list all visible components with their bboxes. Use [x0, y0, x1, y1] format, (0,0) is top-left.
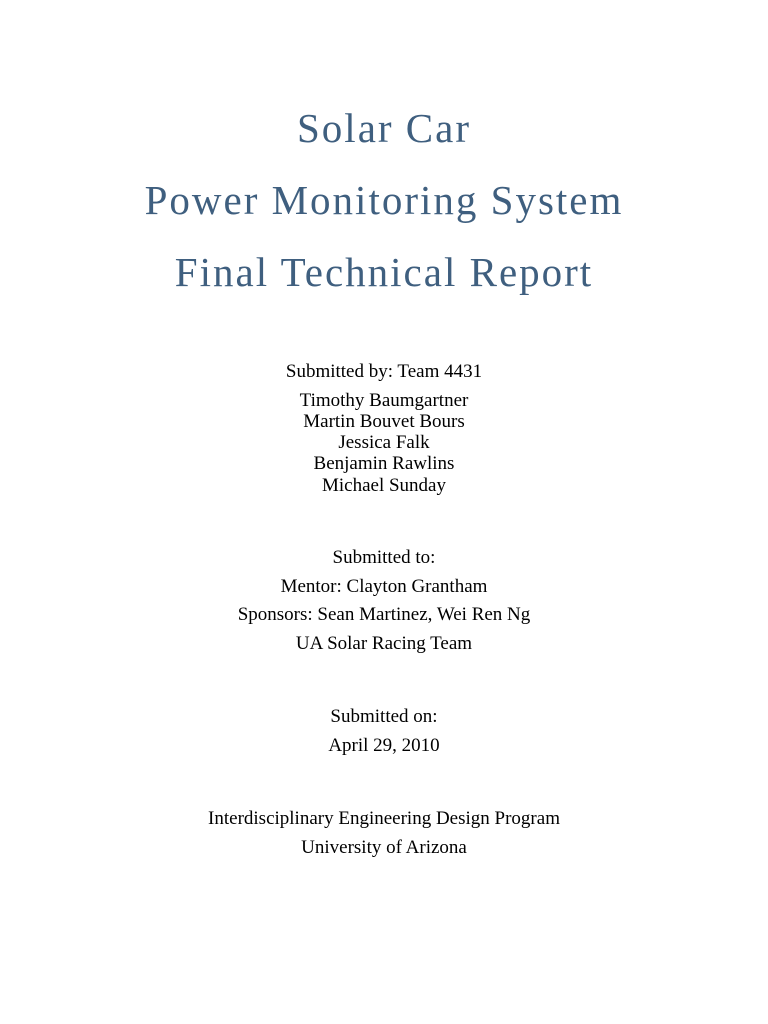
submitted-by-label: Submitted by: Team 4431 [285, 361, 483, 382]
report-title [0, 92, 768, 308]
submitted-to-label: Submitted to: [332, 547, 436, 568]
sponsors-line: Sponsors: Sean Martinez, Wei Ren Ng [237, 604, 531, 625]
mentor-line: Mentor: Clayton Grantham [280, 576, 488, 597]
team-member: Martin Bouvet Bours [303, 411, 465, 432]
team-member: Benjamin Rawlins [313, 453, 455, 474]
racing-team-line: UA Solar Racing Team [295, 633, 473, 654]
university-name: University of Arizona [301, 837, 467, 858]
team-member: Timothy Baumgartner [299, 390, 469, 411]
program-name: Interdisciplinary Engineering Design Program [208, 808, 560, 829]
team-member: Michael Sunday [321, 475, 446, 496]
submission-date: April 29, 2010 [328, 735, 440, 756]
title-line-2: Power Monitoring System [144, 177, 624, 223]
submitted-on-label: Submitted on: [330, 706, 438, 727]
title-line-3: Final Technical Report [174, 249, 594, 295]
team-member: Jessica Falk [338, 432, 430, 453]
title-line-1: Solar Car [297, 105, 471, 151]
